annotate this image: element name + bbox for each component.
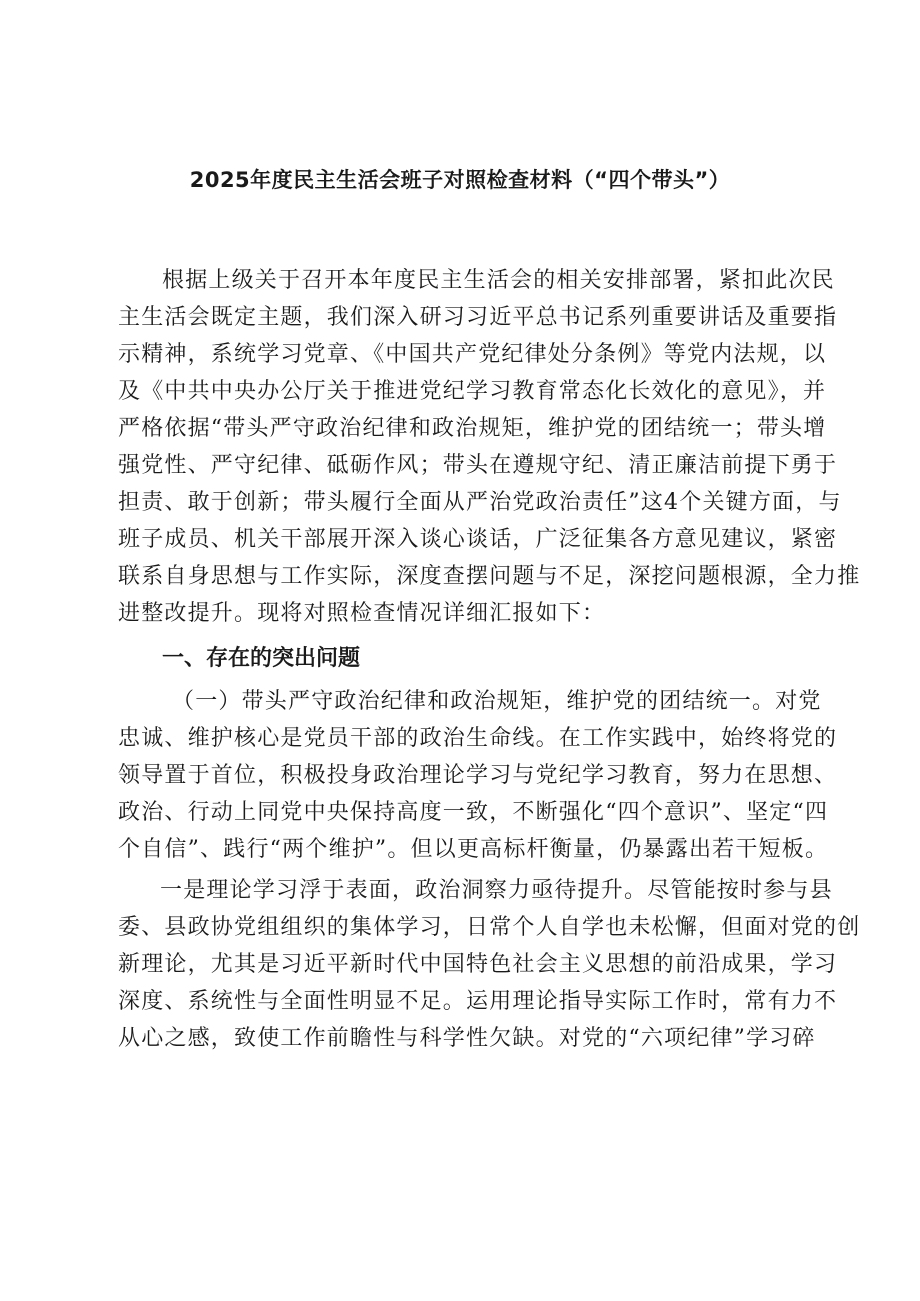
paragraph-line: 及《中共中央办公厅关于推进党纪学习教育常态化长效化的意见》，并 (118, 379, 827, 404)
paragraph-line: 强党性、严守纪律、砥砺作风；带头在遵规守纪、清正廉洁前提下勇于 (118, 453, 838, 478)
paragraph-line: 进整改提升。现将对照检查情况详细汇报如下： (118, 601, 606, 626)
paragraph-line: 担责、敢于创新；带头履行全面从严治党政治责任”这4个关键方面，与 (118, 490, 842, 515)
paragraph-line: 主生活会既定主题，我们深入研习习近平总书记系列重要讲话及重要指 (118, 305, 838, 330)
paragraph-line: 委、县政协党组组织的集体学习，日常个人自学也未松懈，但面对党的创 (118, 915, 861, 940)
paragraph-line: 新理论，尤其是习近平新时代中国特色社会主义思想的前沿成果，学习 (118, 952, 838, 977)
document-title: 2025年度民主生活会班子对照检查材料（“四个带头”） (189, 168, 731, 192)
paragraph-line: 政治、行动上同党中央保持高度一致，不断强化“四个意识”、坚定“四 (118, 800, 829, 825)
paragraph-line: 从心之感，致使工作前瞻性与科学性欠缺。对党的“六项纪律”学习碎 (118, 1026, 816, 1051)
paragraph-line: 领导置于首位，积极投身政治理论学习与党纪学习教育，努力在思想、 (118, 763, 838, 788)
paragraph-line: 严格依据“带头严守政治纪律和政治规矩，维护党的团结统一；带头增 (118, 416, 827, 441)
paragraph-line: （一）带头严守政治纪律和政治规矩，维护党的团结统一。对党 (172, 689, 822, 714)
paragraph-line: 示精神，系统学习党章、《中国共产党纪律处分条例》等党内法规，以 (118, 342, 827, 367)
paragraph-line: 个自信”、践行“两个维护”。但以更高标杆衡量，仍暴露出若干短板。 (118, 837, 829, 862)
paragraph-line: 忠诚、维护核心是党员干部的政治生命线。在工作实践中，始终将党的 (118, 726, 838, 751)
section-heading: 一、存在的突出问题 (162, 646, 361, 671)
paragraph-line: 一是理论学习浮于表面，政治洞察力亟待提升。尽管能按时参与县 (160, 878, 833, 903)
paragraph-line: 班子成员、机关干部展开深入谈心谈话，广泛征集各方意见建议，紧密 (118, 527, 838, 552)
paragraph-line: 联系自身思想与工作实际，深度查摆问题与不足，深挖问题根源，全力推 (118, 564, 861, 589)
paragraph-line: 深度、系统性与全面性明显不足。运用理论指导实际工作时，常有力不 (118, 989, 838, 1014)
paragraph-line: 根据上级关于召开本年度民主生活会的相关安排部署，紧扣此次民 (162, 268, 835, 293)
